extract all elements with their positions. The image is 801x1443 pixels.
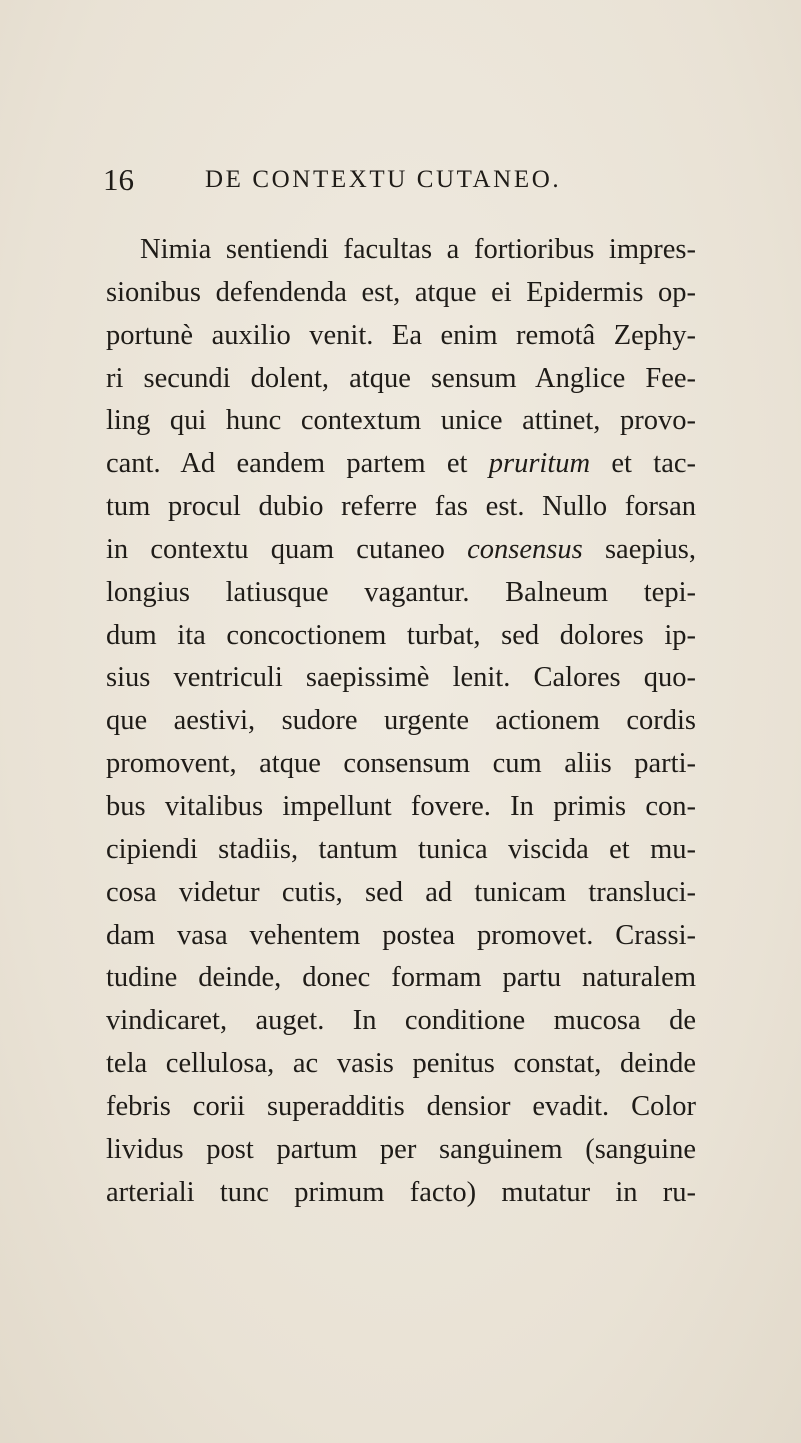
text-line: ling qui hunc contextum unice attinet, provo- [106, 405, 696, 437]
text-line: bus vitalibus impellunt fovere. In primis con- [106, 790, 696, 822]
running-title: DE CONTEXTU CUTANEO. [205, 166, 562, 193]
text-line: dam vasa vehentem postea promovet. Crassi- [106, 919, 696, 951]
text-line: que aestivi, sudore urgente actionem cordis [106, 705, 696, 737]
text-line: longius latiusque vagantur. Balneum tepi- [106, 576, 696, 608]
page-number: 16 [103, 162, 134, 197]
text-line: cipiendi stadiis, tantum tunica viscida et mu- [106, 833, 696, 865]
text-segment: saepius, [582, 533, 696, 565]
text-line: vindicaret, auget. In conditione mucosa de [106, 1005, 696, 1037]
text-segment: et tac- [590, 448, 696, 480]
text-line: arteriali tunc primum facto) mutatur in ru- [106, 1176, 696, 1208]
text-line: febris corii superadditis densior evadit. Color [106, 1090, 696, 1122]
italic-term: pruritum [488, 448, 591, 480]
text-line: dum ita concoctionem turbat, sed dolores ip- [106, 619, 696, 651]
text-line: tudine deinde, donec formam partu naturalem [106, 962, 696, 994]
text-line: cosa videtur cutis, sed ad tunicam transluci- [106, 876, 696, 908]
text-line [106, 443, 696, 486]
text-segment: cant. Ad eandem partem et [106, 448, 489, 480]
italic-term: consensus [467, 533, 583, 565]
text-line: lividus post partum per sanguinem (sanguine [106, 1133, 696, 1165]
text-line: sionibus defendenda est, atque ei Epidermis op- [106, 276, 696, 308]
body-text [106, 229, 696, 1214]
text-line: promovent, atque consensum cum aliis parti- [106, 748, 696, 780]
text-line [106, 529, 696, 572]
text-line: sius ventriculi saepissimè lenit. Calores quo- [106, 662, 696, 694]
text-line: tum procul dubio referre fas est. Nullo forsan [106, 491, 696, 523]
text-line: Nimia sentiendi facultas a fortioribus impres- [140, 234, 696, 265]
text-line: ri secundi dolent, atque sensum Anglice Fee- [106, 362, 696, 394]
text-line: tela cellulosa, ac vasis penitus constat, deinde [106, 1048, 696, 1080]
text-segment: in contextu quam cutaneo [106, 533, 468, 565]
page-header [0, 160, 801, 200]
text-line: portunè auxilio venit. Ea enim remotâ Zephy- [106, 319, 696, 351]
